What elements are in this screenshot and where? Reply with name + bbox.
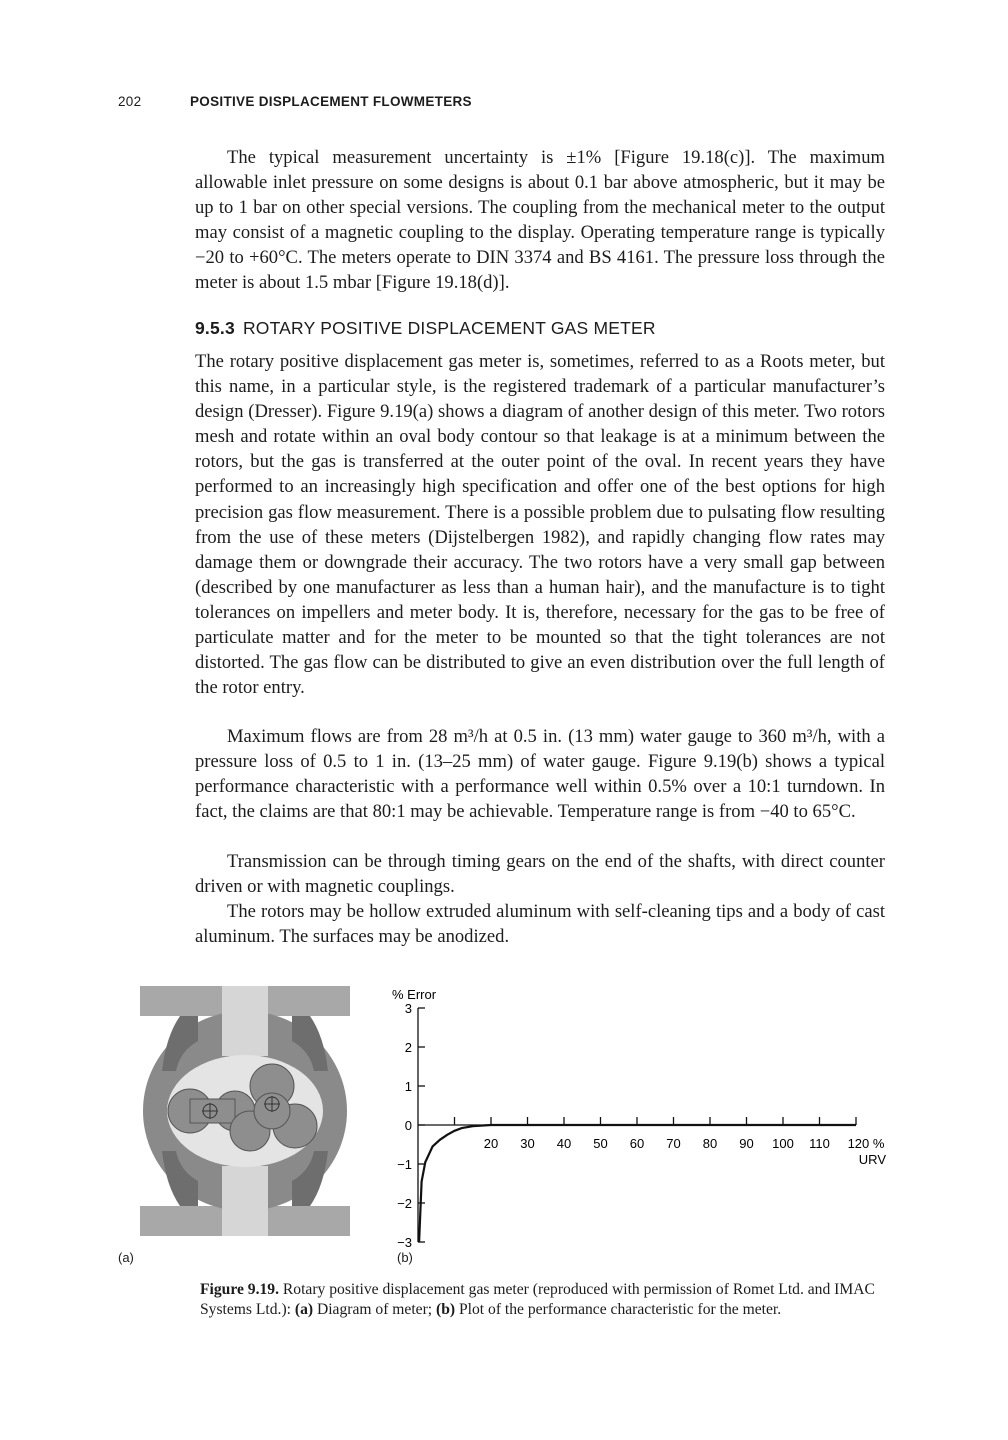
running-header — [118, 94, 472, 109]
panel-b-label: (b) — [397, 1250, 413, 1265]
y-tick-label: −1 — [397, 1157, 412, 1172]
y-tick-label: 2 — [404, 1040, 412, 1055]
x-tick-label: 40 — [556, 1136, 572, 1151]
outlet-channel — [222, 1166, 268, 1236]
caption-b-text: Plot of the performance characteristic for the meter. — [455, 1301, 782, 1318]
paragraph-max-flows: Maximum flows are from 28 m³/h at 0.5 in. (13 mm) water gauge to 360 m³/h, with a pressure loss of 0.5 to 1 in. (13–25 mm) of water gauge. Figure 9.19(b) shows a typical performance characteristic with a performance well within 0.5% over a 10:1 turndown. In fact, the claims are that 80:1 may be achievable. Temperature range is from −40 to 65°C. — [195, 726, 885, 823]
caption-a-label: (a) — [294, 1301, 314, 1318]
meter-diagram — [140, 986, 350, 1236]
inlet-channel — [222, 986, 268, 1056]
x-tick-label: 50 — [593, 1136, 608, 1151]
y-tick-label: 1 — [404, 1079, 412, 1094]
section-title: ROTARY POSITIVE DISPLACEMENT GAS METER — [242, 318, 656, 338]
x-tick-label: 110 — [809, 1136, 830, 1151]
section-heading — [195, 318, 656, 339]
section-number: 9.5.3 — [195, 318, 235, 338]
caption-b-label: (b) — [436, 1301, 456, 1318]
x-tick-label: 120 % — [847, 1136, 885, 1151]
x-tick-label: 70 — [666, 1136, 681, 1151]
y-axis-title: % Error — [392, 987, 437, 1002]
page-number: 202 — [118, 94, 142, 109]
y-tick-label: 3 — [404, 1001, 412, 1016]
caption-text: Rotary positive displacement gas meter (reproduced with permission of Romet Ltd. and IMAC Systems Ltd.): — [200, 1281, 875, 1318]
performance-chart — [380, 980, 900, 1250]
x-tick-label: 90 — [739, 1136, 754, 1151]
paragraph-transmission: Transmission can be through timing gears on the end of the shafts, with direct counter driven or with magnetic couplings. — [195, 851, 885, 898]
figure-caption — [200, 1280, 890, 1320]
caption-label: Figure 9.19. — [200, 1281, 279, 1298]
y-tick-label: −3 — [397, 1235, 412, 1250]
x-tick-label: 30 — [520, 1136, 535, 1151]
x-axis — [418, 1117, 885, 1151]
paragraph-rotary-meter: The rotary positive displacement gas meter is, sometimes, referred to as a Roots meter, but this name, in a particular style, is the registered trademark of a particular manufacturer’s design (Dresser). Figure 9.19(a) shows a diagram of another design of this meter. Two rotors mesh and rotate within an oval body contour so that leakage is at a minimum between the rotors, but the gas is transferred at the outer point of the oval. In recent years they have performed to an increasingly high specification and offer one of the best options for high precision gas flow measurement. There is a possible problem due to pulsating flow resulting from the use of these meters (Dijstelbergen 1982), and rapidly changing flow rates may damage them or downgrade their accuracy. The two rotors have a very small gap between (described by one manufacturer as less than a human hair), and the manufacture is to tight tolerances on impellers and meter body. It is, therefore, necessary for the gas to be free of particulate matter and for the meter to be mounted so that the tight tolerances are not distorted. The gas flow can be distributed to give an even distribution over the full length of the rotor entry. — [195, 351, 885, 699]
x-tick-label: 80 — [702, 1136, 718, 1151]
y-tick-label: 0 — [404, 1118, 412, 1133]
paragraph-rotors: The rotors may be hollow extruded aluminum with self-cleaning tips and a body of cast aluminum. The surfaces may be anodized. — [195, 901, 885, 948]
x-tick-label: 20 — [483, 1136, 499, 1151]
x-tick-label: 100 — [772, 1136, 794, 1151]
x-unit-label: URV — [858, 1152, 886, 1167]
caption-a-text: Diagram of meter; — [313, 1301, 437, 1318]
y-tick-label: −2 — [397, 1196, 412, 1211]
paragraph-uncertainty: The typical measurement uncertainty is ±1% [Figure 19.18(c)]. The maximum allowable inlet pressure on some designs is about 0.1 bar above atmospheric, but it may be up to 1 bar on other special versions. The coupling from the mechanical meter to the output may consist of a magnetic coupling to the display. Operating temperature range is typically −20 to +60°C. The meters operate to DIN 3374 and BS 4161. The pressure loss through the meter is about 1.5 mbar [Figure 19.18(d)]. — [195, 147, 885, 294]
x-tick-label: 60 — [629, 1136, 645, 1151]
panel-a-label: (a) — [118, 1250, 134, 1265]
running-title: POSITIVE DISPLACEMENT FLOWMETERS — [190, 94, 472, 109]
